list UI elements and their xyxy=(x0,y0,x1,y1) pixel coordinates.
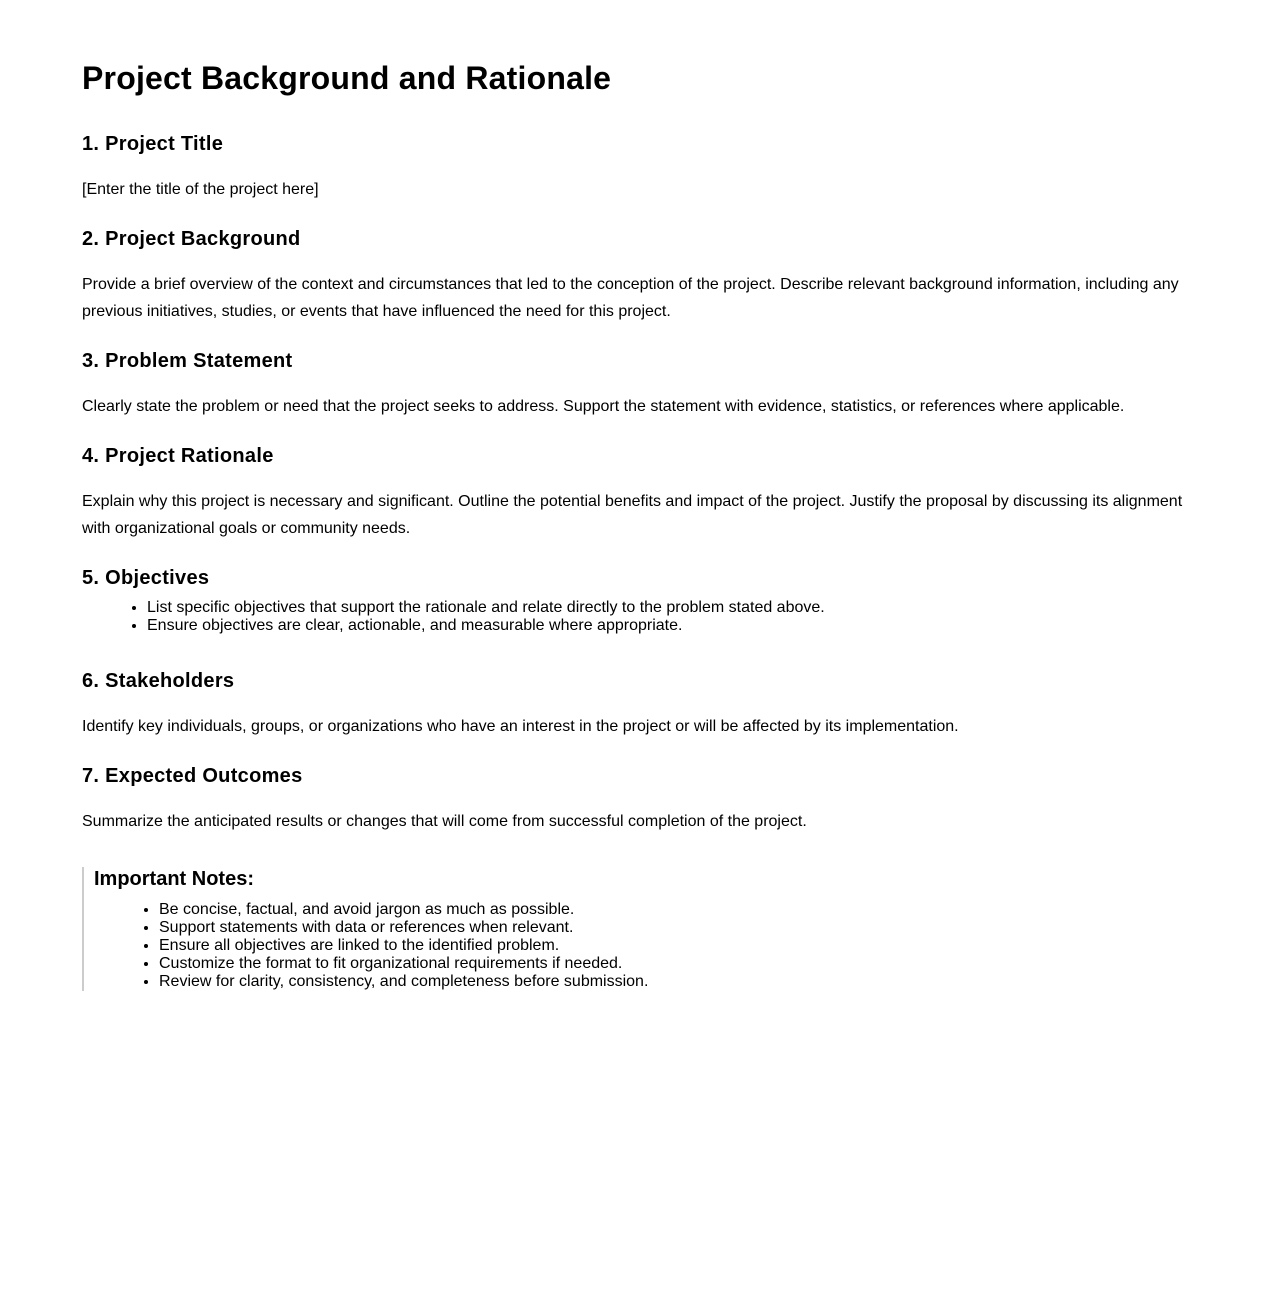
section-heading: 7. Expected Outcomes xyxy=(82,765,303,787)
section-heading: 3. Problem Statement xyxy=(82,350,293,372)
section-heading: 5. Objectives xyxy=(82,567,210,589)
section-problem-statement xyxy=(82,347,1196,420)
section-text: Provide a brief overview of the context and circumstances that led to the conception of the project. Describe relevant background information, including any previous initiatives, studies, or events that have influenced the need for this project. xyxy=(82,276,1179,320)
important-notes-box xyxy=(82,867,1196,991)
list-item: • Support statements with data or references when relevant. xyxy=(159,919,1196,937)
objectives-list xyxy=(82,599,1196,635)
section-objectives xyxy=(82,564,1196,635)
page-title: Project Background and Rationale xyxy=(82,60,612,96)
section-project-title xyxy=(82,130,1196,203)
section-heading: 6. Stakeholders xyxy=(82,670,235,692)
section-project-rationale xyxy=(82,442,1196,542)
section-expected-outcomes xyxy=(82,762,1196,835)
list-item: • Ensure all objectives are linked to the identified problem. xyxy=(159,937,1196,955)
section-project-background xyxy=(82,225,1196,325)
section-text: Summarize the anticipated results or changes that will come from successful completion of the project. xyxy=(82,813,807,830)
section-text: Clearly state the problem or need that the project seeks to address. Support the statement with evidence, statistics, or references where applicable. xyxy=(82,398,1125,415)
list-item: • Review for clarity, consistency, and completeness before submission. xyxy=(159,973,1196,991)
list-item: • Customize the format to fit organizational requirements if needed. xyxy=(159,955,1196,973)
list-item: • List specific objectives that support the rationale and relate directly to the problem stated above. xyxy=(147,599,1196,617)
section-heading: 2. Project Background xyxy=(82,228,301,250)
section-text: Identify key individuals, groups, or organizations who have an interest in the project or will be affected by its implementation. xyxy=(82,718,959,735)
notes-list xyxy=(94,901,1196,991)
section-heading: 1. Project Title xyxy=(82,133,224,155)
section-text: Explain why this project is necessary and significant. Outline the potential benefits and impact of the project. Justify the proposal by discussing its alignment with organizational goals or community needs. xyxy=(82,493,1183,537)
section-text: [Enter the title of the project here] xyxy=(82,181,319,198)
notes-heading: Important Notes: xyxy=(94,868,254,890)
section-heading: 4. Project Rationale xyxy=(82,445,274,467)
list-item: • Be concise, factual, and avoid jargon as much as possible. xyxy=(159,901,1196,919)
list-item: • Ensure objectives are clear, actionable, and measurable where appropriate. xyxy=(147,617,1196,635)
section-stakeholders xyxy=(82,667,1196,740)
